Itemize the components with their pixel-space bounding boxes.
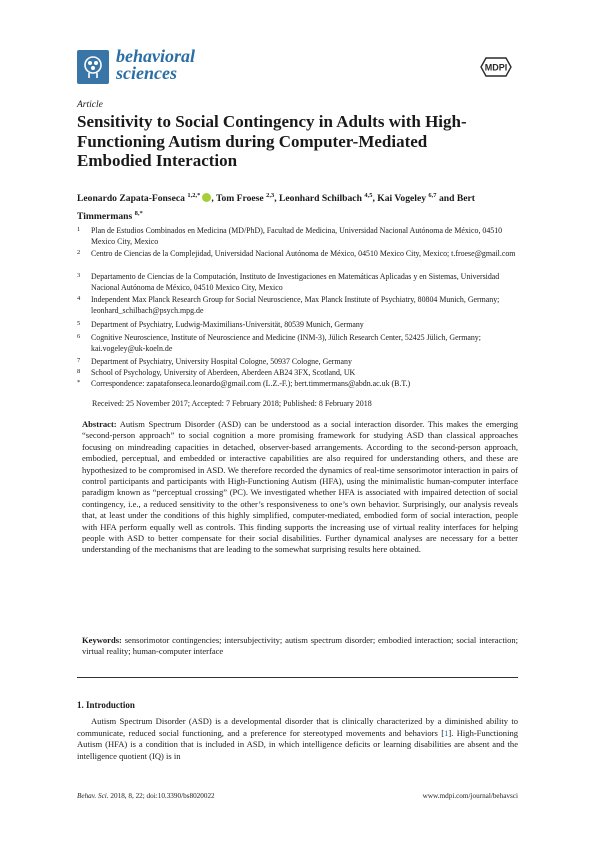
affiliation-item	[77, 319, 517, 330]
journal-name-line2: sciences	[116, 63, 177, 83]
citation-link[interactable]: 1	[444, 727, 449, 738]
affiliation-text: Department of Psychiatry, University Hospital Cologne, 50937 Cologne, Germany	[91, 357, 352, 366]
intro-text: Autism Spectrum Disorder (ASD) is a developmental disorder that is clinically characterized by a diminished ability to communicate, reduced social functioning, and a preference for stereotyped movements and behaviors [	[77, 716, 518, 738]
affiliation-item	[77, 294, 517, 316]
mdpi-logo	[478, 57, 514, 77]
affiliation-number: 4	[77, 295, 81, 302]
affiliation-text: Plan de Estudios Combinados en Medicina (MD/PhD), Facultad de Medicina, Universidad Nacional Autónoma de México, 04510 Mexico City, Mexico	[91, 226, 503, 246]
author-list	[77, 189, 517, 224]
intro-paragraph	[77, 716, 518, 762]
footer-citation-text: 2018, 8, 22; doi:10.3390/bs8020022	[110, 792, 215, 800]
affiliation-text: Independent Max Planck Research Group for Social Neuroscience, Max Planck Institute of Psychiatry, 80804 Munich, Germany; leonhard_schilbach@psych.mpg.de	[91, 295, 500, 315]
footer-journal-abbr: Behav. Sci.	[77, 792, 109, 800]
affiliation-text: Departamento de Ciencias de la Computación, Instituto de Investigaciones en Matemáticas Aplicadas y en Sistemas, Universidad Nacional Autónoma de México, 04510 Mexico City, Mexico	[91, 272, 500, 292]
keywords	[82, 635, 518, 658]
affiliation-number: 1	[77, 226, 81, 233]
affiliation-text: School of Psychology, University of Aberdeen, Aberdeen AB24 3FX, Scotland, UK	[91, 368, 356, 377]
footer-citation	[77, 792, 215, 800]
author-name[interactable]: Bert Timmermans	[77, 193, 475, 222]
affiliation-number: 6	[77, 333, 81, 340]
author-name[interactable]: Leonhard Schilbach	[279, 193, 362, 205]
journal-name-line1: behavioral	[116, 46, 195, 66]
affiliation-number: 8	[77, 368, 81, 375]
affiliation-item	[77, 271, 517, 293]
affiliation-text: Centro de Ciencias de la Complejidad, Universidad Nacional Autónoma de México, 04510 Mexico City, Mexico; t.froese@gmail.com	[91, 249, 516, 258]
abstract-label: Abstract:	[82, 419, 117, 429]
keywords-text: sensorimotor contingencies; intersubjectivity; autism spectrum disorder; embodied interaction; social interaction; virtual reality; human-computer interface	[82, 635, 519, 657]
affiliation-text: Department of Psychiatry, Ludwig-Maximilians-Universität, 80539 Munich, Germany	[91, 320, 364, 329]
abstract-text: Autism Spectrum Disorder (ASD) can be understood as a social interaction disorder. This makes the emerging “second-person approach” to social cognition a more promising framework for studying ASD than classical approaches focusing on mindreading capacities in detached, observer-based arrangements. According to the second-person approach, embodied, perceptual, and embedded or interactive capabilities are also required for understanding others, and these are hypothesized to be compromised in ASD. We therefore recorded the dynamics of real-time sensorimotor interaction in pairs of control participants and participants with High-Functioning Autism (HFA), using the minimalistic human-computer interface paradigm known as “perceptual crossing” (PC). We investigated whether HFA is associated with impaired detection of social contingency, i.e., a reduced sensitivity to the other’s responsiveness to one’s own behavior. Surprisingly, our analysis reveals that, at least under the conditions of this highly simplified, computer-mediated, embodied form of social interaction, people with HFA perform equally well as controls. This finding supports the increasing use of virtual reality interfaces for helping people with ASD to better compensate for their social disabilities. Further dynamical analyses are necessary for a better understanding of the mechanisms that are leading to the somewhat surprising results here obtained.	[82, 419, 518, 555]
journal-name	[116, 48, 195, 82]
mdpi-logo-icon	[478, 57, 514, 77]
page-title: Sensitivity to Social Contingency in Adults with High-Functioning Autism during Computer-Mediated Embodied Interaction	[77, 112, 467, 170]
author-separator: and	[436, 193, 457, 205]
affiliation-item	[77, 367, 517, 378]
author-name[interactable]: Tom Froese	[215, 193, 264, 205]
affiliation-item	[77, 356, 517, 367]
abstract	[82, 419, 518, 556]
affiliation-text: Correspondence: zapatafonseca.leonardo@gmail.com (L.Z.-F.); bert.timmermans@abdn.ac.uk (B.T.)	[91, 379, 411, 388]
affiliation-number: 2	[77, 249, 81, 256]
affiliation-number: 3	[77, 272, 81, 279]
orcid-icon[interactable]	[202, 193, 211, 202]
author-affil-sup: 8,*	[134, 209, 143, 217]
author-affil-sup: 2,3	[266, 192, 275, 199]
author-affil-sup: 6,7	[428, 192, 437, 199]
intro-text: ]. High-Functioning Autism (HFA) is a condition that is included in ASD, in which intelligence deficits or learning disabilities are absent and the intelligence quotient (IQ) is in	[77, 727, 518, 761]
affiliation-item	[77, 248, 517, 270]
affiliation-text: Cognitive Neuroscience, Institute of Neuroscience and Medicine (INM-3), Jülich Research Center, 52425 Jülich, Germany; kai.vogeley@uk-koeln.de	[91, 333, 481, 353]
affiliation-number: *	[77, 379, 81, 386]
author-separator: ,	[372, 193, 378, 205]
affiliation-item	[77, 225, 517, 247]
correspondence	[77, 378, 517, 389]
article-type: Article	[77, 100, 103, 110]
footer-url[interactable]: www.mdpi.com/journal/behavsci	[422, 792, 518, 800]
section-heading: 1. Introduction	[77, 700, 135, 710]
author-affil-sup: 1,2,*	[187, 192, 201, 199]
publisher-label: MDPI	[484, 62, 508, 73]
author-separator: ,	[211, 193, 216, 205]
author-affil-sup: 4,5	[364, 192, 373, 199]
journal-logo-icon	[77, 50, 109, 84]
section-divider	[77, 677, 518, 678]
publication-dates: Received: 25 November 2017; Accepted: 7 February 2018; Published: 8 February 2018	[92, 399, 372, 408]
affiliation-number: 5	[77, 320, 81, 327]
author-name[interactable]: Kai Vogeley	[377, 193, 427, 205]
affiliation-item	[77, 332, 517, 354]
author-separator: ,	[274, 193, 279, 205]
keywords-label: Keywords:	[82, 635, 122, 645]
author-name[interactable]: Leonardo Zapata-Fonseca	[77, 193, 185, 205]
affiliation-number: 7	[77, 357, 81, 364]
